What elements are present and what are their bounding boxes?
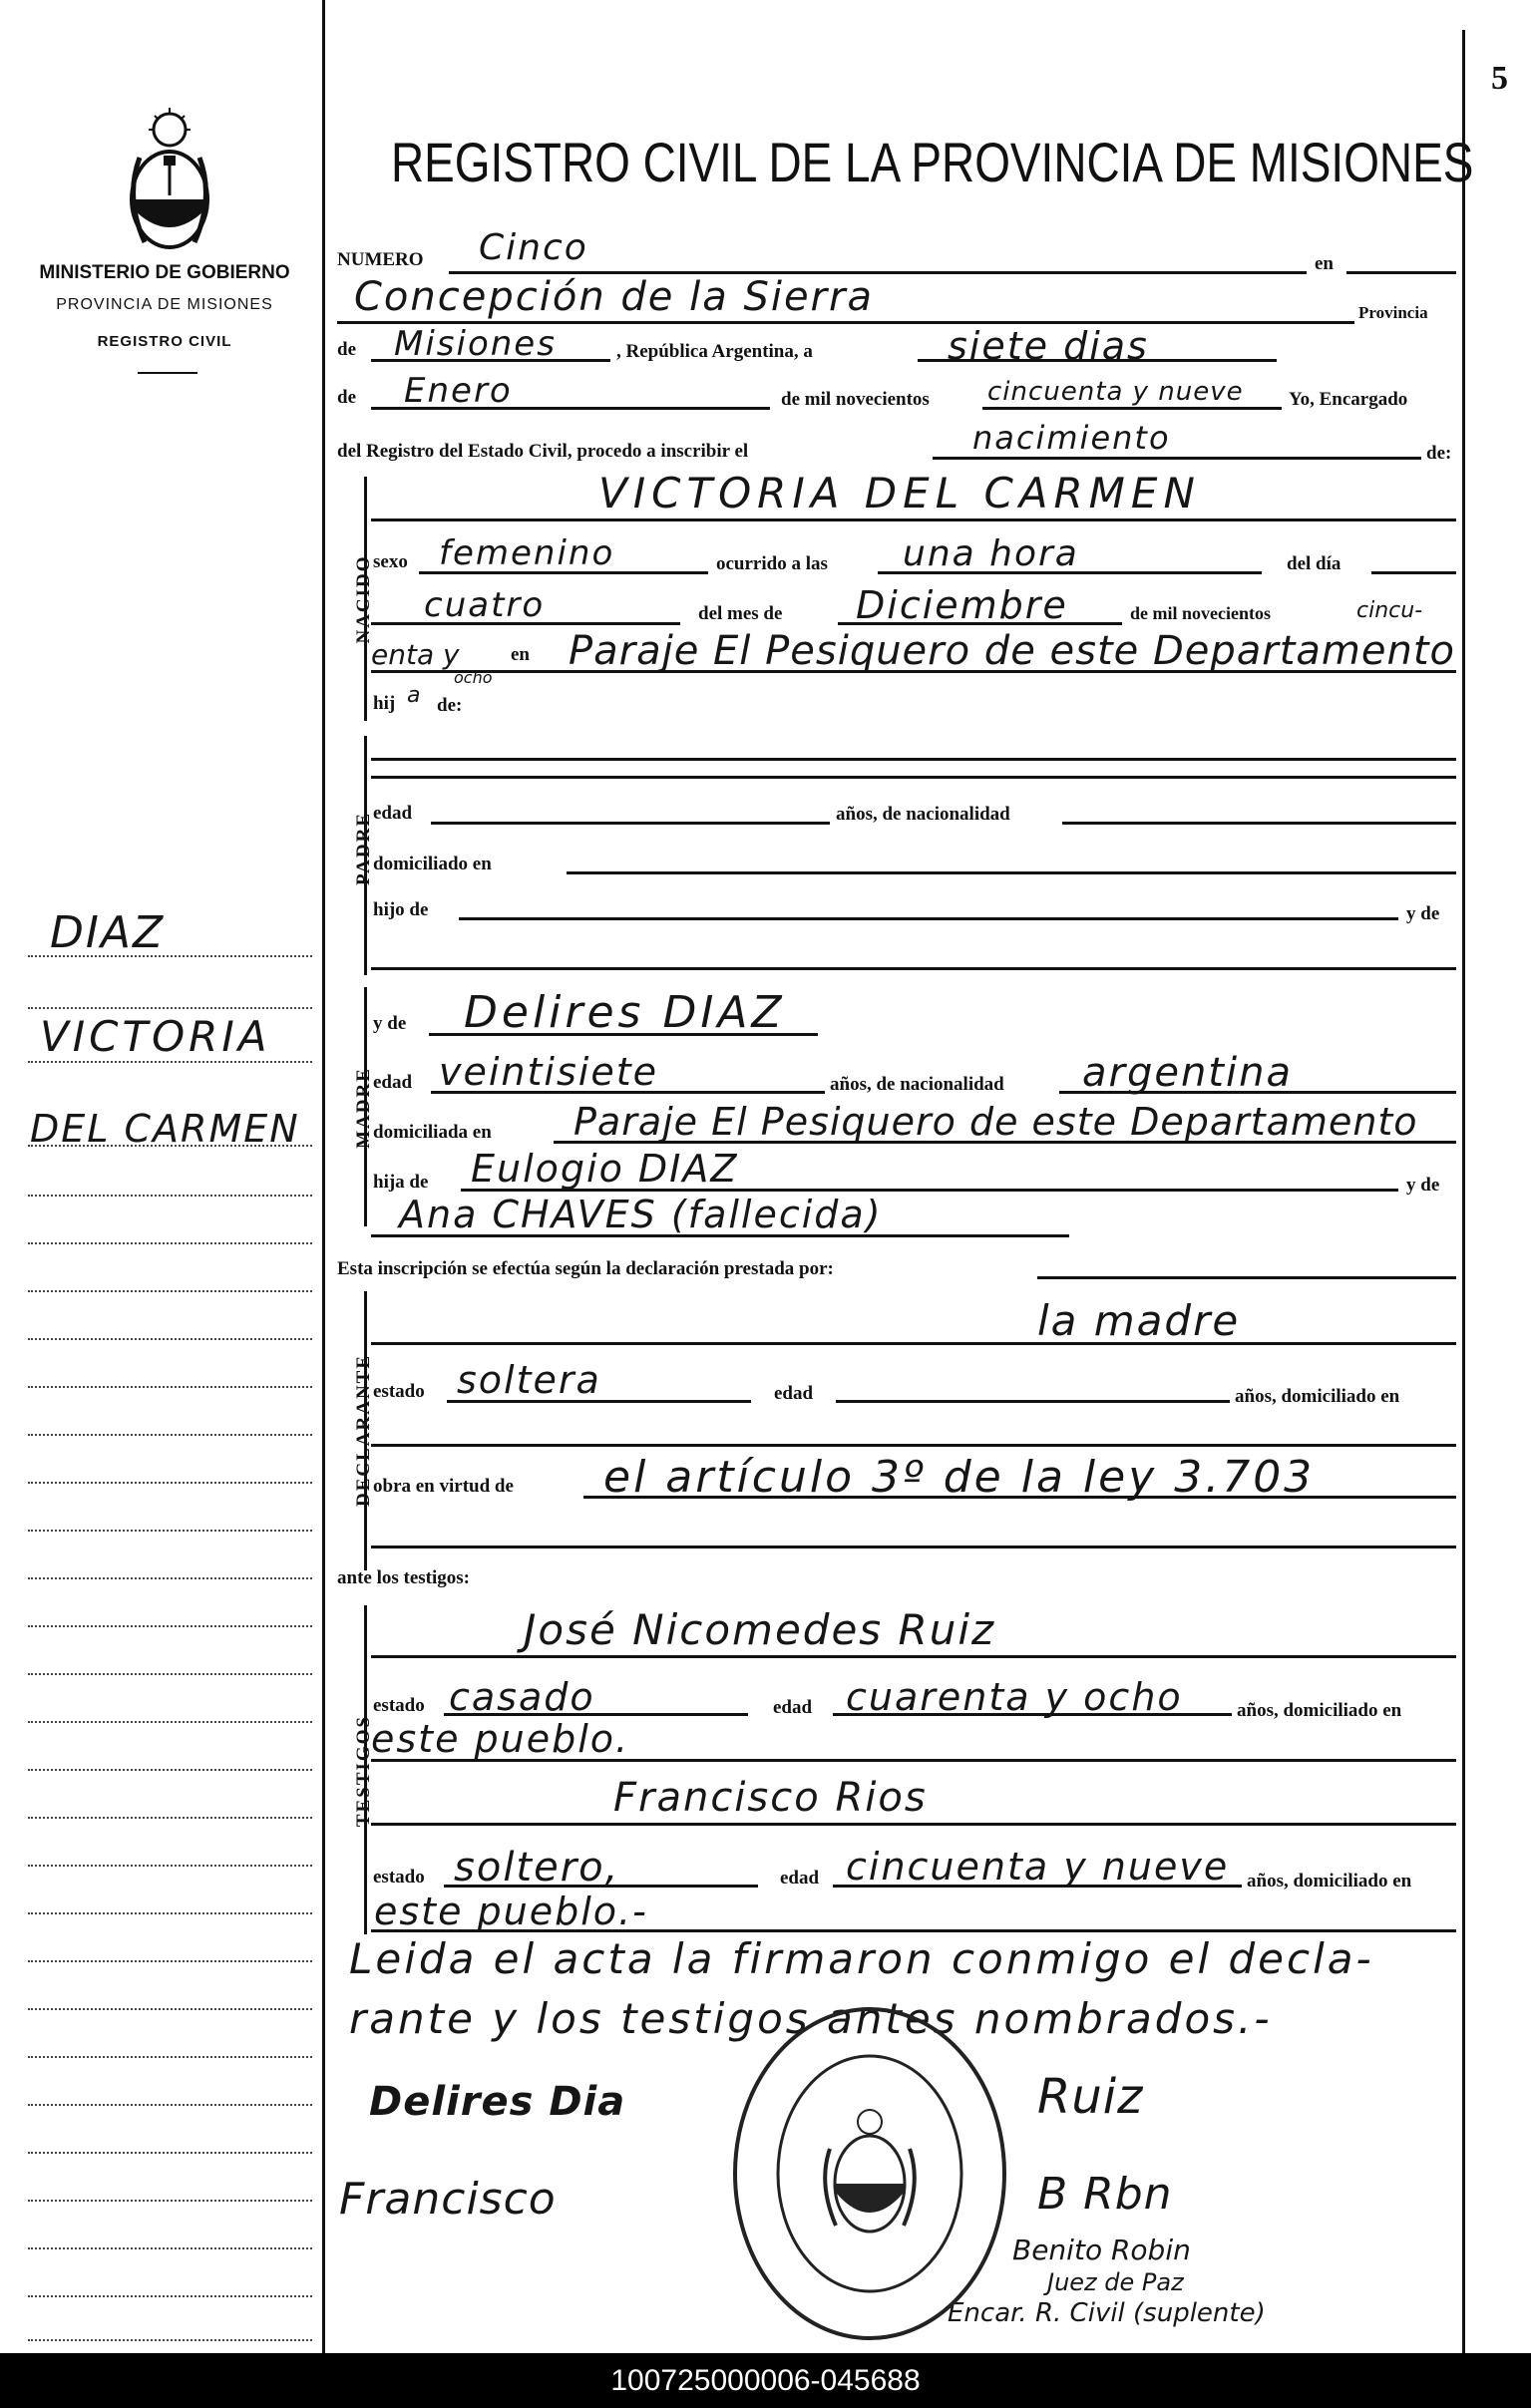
registry-label: REGISTRO CIVIL — [97, 333, 232, 350]
province-value: Misiones — [394, 324, 557, 364]
madre-name: Delires DIAZ — [464, 987, 786, 1038]
mil-novecientos-label: de mil novecientos — [781, 389, 930, 410]
madre-domiciliada-label: domiciliada en — [373, 1122, 492, 1143]
numero-label: NUMERO — [337, 249, 424, 270]
year-part2: enta y — [371, 638, 460, 671]
closing-line-2: rante y los testigos antes nombrados.- — [349, 1994, 1273, 2043]
madre-side-label: MADRE — [353, 1067, 374, 1149]
declarante-name: la madre — [1037, 1296, 1241, 1345]
madre-domicilio-value: Paraje El Pesiquero de este Departamento — [574, 1100, 1418, 1144]
closing-line-1: Leida el acta la firmaron conmigo el decla- — [349, 1934, 1374, 1983]
madre-edad-label: edad — [373, 1072, 413, 1093]
madre-y-de2-label: y de — [1406, 1175, 1440, 1196]
witness2-edad-label: edad — [780, 1868, 820, 1889]
witness2-dom-value: este pueblo.- — [374, 1890, 648, 1933]
page-number: 5 — [1491, 60, 1508, 97]
year-part1: cincu- — [1356, 598, 1423, 623]
numero-value: Cinco — [479, 227, 588, 268]
coat-of-arms-icon — [115, 108, 224, 257]
provincia-label: Provincia — [1358, 303, 1428, 322]
nacido-name: VICTORIA DEL CARMEN — [598, 469, 1201, 517]
hij-de-label: de: — [437, 695, 463, 716]
padre-side-label: PADRE — [353, 811, 374, 886]
right-rule — [1462, 30, 1465, 2353]
signature-witness1: Ruiz — [1037, 2069, 1144, 2125]
del-registro-label: del Registro del Estado Civil, procedo a inscribir el — [337, 441, 749, 462]
padre-hijo-label: hijo de — [373, 899, 429, 920]
judge-name: Benito Robin — [1012, 2234, 1191, 2266]
page-title: REGISTRO CIVIL DE LA PROVINCIA DE MISIONES — [391, 131, 1474, 193]
judge-title: Juez de Paz — [1047, 2268, 1184, 2296]
madre-edad-value: veintisiete — [439, 1050, 658, 1094]
witness2-edad-value: cincuenta y nueve — [846, 1845, 1230, 1889]
signature-mother: Delires Dia — [369, 2079, 626, 2125]
de-month-label: de — [337, 387, 356, 408]
de-colon-label: de: — [1426, 443, 1452, 464]
margin-surname: DIAZ — [50, 907, 166, 958]
en-label: en — [1315, 253, 1334, 274]
place-value: Concepción de la Sierra — [354, 274, 874, 320]
declarante-estado-value: soltera — [457, 1358, 601, 1402]
padre-edad-label: edad — [373, 803, 413, 824]
witness1-estado-label: estado — [373, 1695, 425, 1716]
ministry-label: MINISTERIO DE GOBIERNO — [39, 262, 290, 283]
obra-label: obra en virtud de — [373, 1476, 514, 1497]
witness2-anos-label: años, domiciliado en — [1247, 1871, 1412, 1892]
hij-suffix: a — [407, 683, 421, 708]
sexo-value: femenino — [439, 533, 615, 573]
padre-anos-label: años, de nacionalidad — [836, 804, 1010, 825]
day-value: siete dias — [948, 324, 1149, 368]
dia-value: cuatro — [424, 585, 546, 625]
witness1-edad-label: edad — [773, 1697, 813, 1718]
document-id-footer: 100725000006-045688 — [0, 2353, 1531, 2408]
madre-hija-label: hija de — [373, 1172, 429, 1193]
declarante-anos-label: años, domiciliado en — [1235, 1386, 1400, 1407]
witness2-estado-label: estado — [373, 1867, 425, 1888]
madre-father-value: Eulogio DIAZ — [471, 1147, 739, 1191]
act-value: nacimiento — [972, 419, 1171, 457]
official-seal-icon — [728, 2004, 1012, 2343]
republica-label: , República Argentina, a — [616, 341, 813, 362]
en-place-label: en — [511, 644, 530, 665]
padre-domiciliado-label: domiciliado en — [373, 854, 492, 874]
madre-mother-value: Ana CHAVES (fallecida) — [399, 1193, 883, 1236]
hij-label: hij — [373, 693, 396, 714]
witness1-estado-value: casado — [449, 1675, 595, 1719]
margin-rule — [322, 0, 325, 2353]
madre-y-de-label: y de — [373, 1013, 407, 1034]
margin-second-name: DEL CARMEN — [30, 1107, 300, 1151]
nacido-side-label: NACIDO — [353, 554, 374, 644]
judge-role: Encar. R. Civil (suplente) — [948, 2298, 1266, 2328]
ante-testigos-label: ante los testigos: — [337, 1567, 470, 1588]
madre-anos-label: años, de nacionalidad — [830, 1074, 1004, 1095]
declarante-estado-label: estado — [373, 1381, 425, 1402]
signature-witness2: Francisco — [339, 2174, 557, 2225]
witness2-name: Francisco Rios — [613, 1775, 928, 1821]
year-value: cincuenta y nueve — [987, 377, 1244, 407]
ocurrido-label: ocurrido a las — [716, 553, 828, 574]
sexo-label: sexo — [373, 551, 408, 572]
hora-value: una hora — [903, 533, 1079, 574]
witness1-edad-value: cuarenta y ocho — [846, 1675, 1183, 1719]
declaration-label: Esta inscripción se efectúa según la declaración prestada por: — [337, 1258, 834, 1279]
yo-encargado-label: Yo, Encargado — [1289, 389, 1408, 410]
obra-value: el artículo 3º de la ley 3.703 — [603, 1452, 1316, 1503]
testigos-side-label: TESTIGOS — [353, 1714, 374, 1828]
de-label: de — [337, 339, 356, 360]
witness1-anos-label: años, domiciliado en — [1237, 1700, 1402, 1721]
declarante-edad-label: edad — [774, 1383, 814, 1404]
year-part3: ocho — [454, 668, 493, 687]
mes-value: Diciembre — [856, 583, 1068, 627]
birth-place-value: Paraje El Pesiquero de este Departamento — [569, 628, 1456, 674]
witness1-name: José Nicomedes Ruiz — [524, 1605, 996, 1654]
margin-first-name: VICTORIA — [40, 1012, 271, 1061]
del-mes-label: del mes de — [698, 603, 783, 624]
month-value: Enero — [404, 371, 513, 411]
declarante-side-label: DECLARANTE — [353, 1353, 374, 1507]
madre-nacionalidad-value: argentina — [1082, 1050, 1293, 1096]
signature-judge: B Rbn — [1037, 2169, 1173, 2220]
de-mil-label: de mil novecientos — [1130, 603, 1271, 623]
del-dia-label: del día — [1287, 553, 1341, 574]
province-label: PROVINCIA DE MISIONES — [56, 296, 273, 313]
witness2-estado-value: soltero, — [454, 1845, 620, 1891]
padre-y-de-label: y de — [1406, 903, 1440, 924]
witness1-dom-value: este pueblo. — [371, 1717, 630, 1761]
